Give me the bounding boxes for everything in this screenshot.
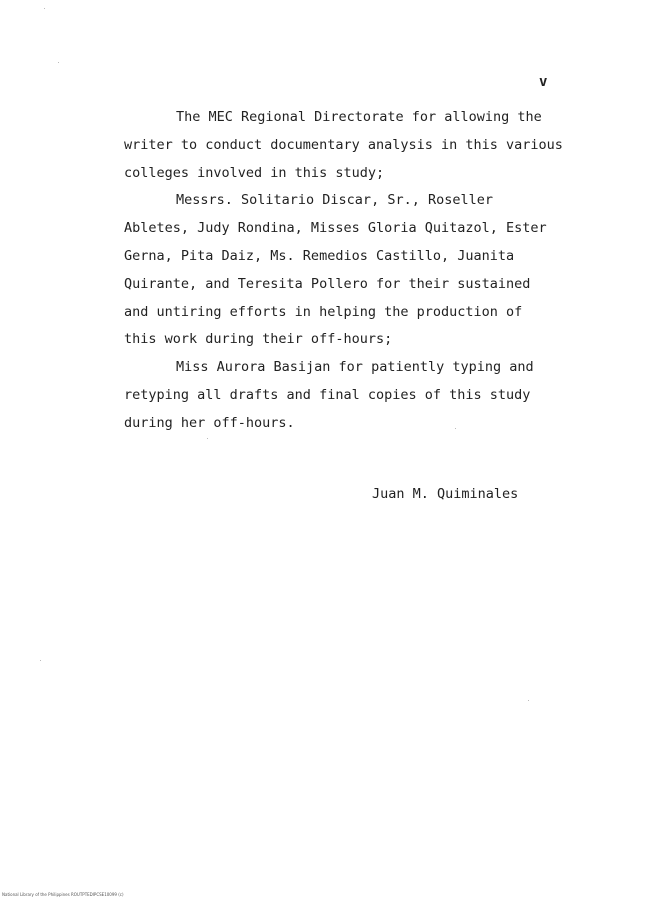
scan-speck (44, 8, 45, 9)
paragraph-typist (124, 354, 604, 437)
text-line: Abletes, Judy Rondina, Misses Gloria Quitazol, Ester (124, 220, 547, 237)
text-line: during her off-hours. (124, 414, 295, 431)
author-signature: Juan M. Quiminales (372, 486, 519, 502)
paragraph-helpers (124, 187, 604, 354)
text-line: writer to conduct documentary analysis in this various (124, 136, 563, 153)
paragraph-mec-directorate (124, 104, 604, 187)
scan-footer: National Library of the Philippines ROUTPTEDIPCSE10099 (c) (2, 892, 124, 897)
text-line: Gerna, Pita Daiz, Ms. Remedios Castillo, Juanita (124, 247, 515, 264)
text-line: Miss Aurora Basijan for patiently typing and (176, 359, 534, 376)
scan-speck (58, 62, 59, 63)
text-line: Quirante, and Teresita Pollero for their sustained (124, 275, 531, 292)
scan-speck (455, 428, 456, 429)
text-line: this work during their off-hours; (124, 331, 393, 348)
text-line: retyping all drafts and final copies of this study (124, 386, 531, 403)
text-line: colleges involved in this study; (124, 164, 385, 181)
text-line: Messrs. Solitario Discar, Sr., Roseller (176, 192, 493, 209)
acknowledgment-body (124, 104, 604, 438)
text-line: and untiring efforts in helping the production of (124, 303, 523, 320)
scan-speck (40, 660, 41, 661)
text-line: The MEC Regional Directorate for allowing the (176, 109, 542, 125)
scan-speck (207, 438, 208, 439)
scan-speck (528, 700, 529, 701)
page-number: v (539, 74, 548, 90)
